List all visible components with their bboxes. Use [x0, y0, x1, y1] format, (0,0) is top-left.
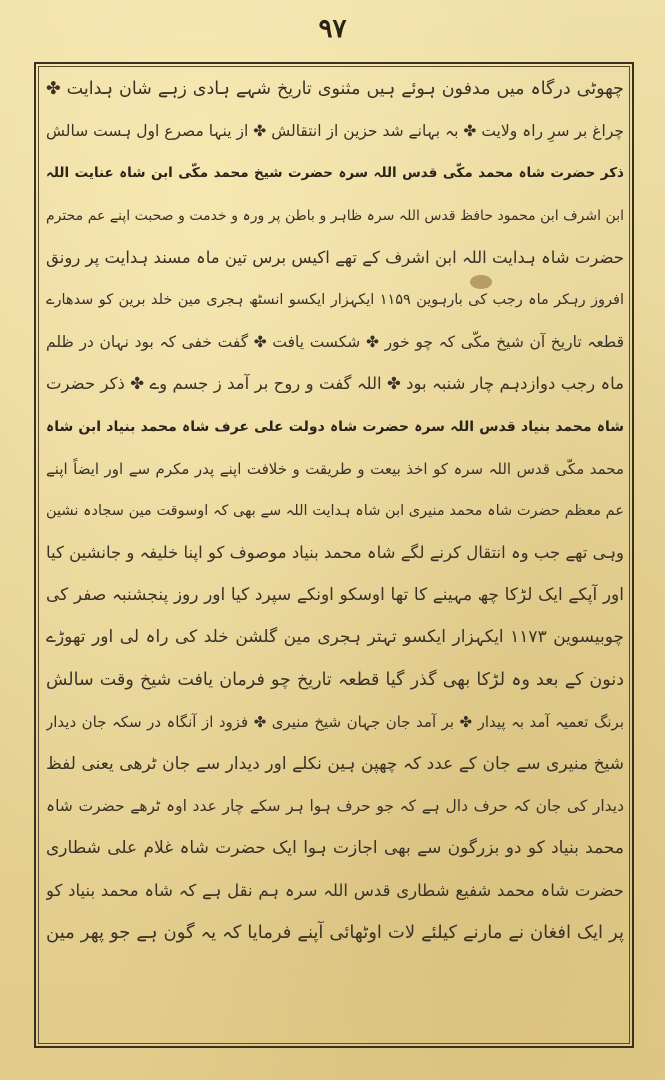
text-line-17: شیخ منیری سے جان کے عدد کہ چھپن ہین نکلے اور دیدار سے جان ٹرھی یعنی لفظ — [46, 754, 624, 774]
text-line-7: قطعہ تاریخ آن شیخ مکّی کہ چو خور ✤ شکست یافت ✤ گفت خفی کہ بود نہان در ظلم — [46, 333, 624, 352]
text-line-5: حضرت شاہ ہدایت اللہ ابن اشرف کے تھے اکیس برس تین ماہ مسند ہدایت پر رونق — [46, 247, 624, 267]
text-line-2: چراغ بر سرِ راہ ولایت ✤ بہ بہانے شد حزین از انتقالش ✤ از ینہا مصرع اول ہست سالش — [46, 122, 624, 141]
text-line-16: برنگ تعمیہ آمد بہ پیدار ✤ بر آمد جان جہان شیخ منیری ✤ فزود از آنگاہ در سکہ جان دیدار — [46, 712, 624, 731]
text-line-18: دیدار کی جان کہ حرف دال ہے کہ جو حرف ہوا ہر سکے چار عدد اوہ ٹرھے حضرت شاہ — [46, 797, 624, 816]
text-line-1: چھوٹی درگاہ میں مدفون ہوئے ہیں مثنوی تاریخ شہے ہادی زہے شان ہدایت ✤ — [46, 79, 624, 99]
text-line-4: ابن اشرف ابن محمود حافظ قدس اللہ سرہ ظاہر و باطن پر ورہ و خدمت و صحبت اپنے عم محترم — [46, 207, 624, 224]
section-heading-shah-muhammad-bunyad: شاہ محمد بنیاد قدس اللہ سرہ حضرت شاہ دولت علی عرف شاہ محمد بنیاد ابن شاہ — [46, 418, 624, 435]
text-line-19: محمد بنیاد کو دو بزرگون سے بھی اجازت ہوا ایک حضرت شاہ غلام علی شطاری — [46, 838, 624, 859]
text-line-21: پر ایک افغان نے مارنے کیلئے لات اوٹھائی آپنے فرمایا کہ یہ گون ہے جو پھر مین — [46, 921, 624, 943]
text-line-15: دنون کے بعد وہ لڑکا بھی گذر گیا قطعہ تاریخ چو فرمان یافت شیخ وقت سالش — [46, 669, 624, 690]
page-number: ۹۷ — [318, 14, 347, 44]
text-line-10: محمد مکّی قدس اللہ سرہ کو اخذ بیعت و طریقت و خلافت اپنے پدر مکرم سے اور ایضاً اپنے — [46, 459, 624, 478]
text-line-8: ماہ رجب دوازدہم چار شنبہ بود ✤ اللہ گفت و روح بر آمد ز جسم وے ✤ ذکر حضرت — [46, 374, 624, 394]
text-line-12: وہی تھے جب وہ انتقال کرنے لگے شاہ محمد بنیاد موصوف کو اپنا خلیفہ و جانشین کیا — [46, 543, 624, 563]
section-heading-shah-muhammad-makki: ذکر حضرت شاہ محمد مکّی قدس اللہ سرہ حضرت شیخ محمد مکّی ابن شاہ عنایت اللہ — [46, 165, 624, 182]
text-line-6: افروز رہکر ماہ رجب کی بارہوین ۱۱۵۹ ایکہزار ایکسو انسٹھ ہجری مین خلد برین کو سدھارے — [46, 291, 624, 308]
text-line-20: حضرت شاہ محمد شفیع شطاری قدس اللہ سرہ ہم نقل ہے کہ شاہ محمد بنیاد کو — [46, 880, 624, 900]
text-line-11: عم معظم حضرت شاہ محمد منیری ابن شاہ ہدایت اللہ سے بھی کہ اوسوقت مین سجادہ نشین — [46, 502, 624, 519]
text-body — [46, 68, 624, 1038]
text-line-13: اور آپکے ایک لڑکا چھ مہینے کا تھا اوسکو اونکے سپرد کیا اور روز پنجشنبہ صفر کی — [46, 585, 624, 606]
text-line-14: چوبیسوین ۱۱۷۳ ایکہزار ایکسو تہتر ہجری مین گلشن خلد کی راہ لی اور تھوڑے — [46, 627, 624, 648]
